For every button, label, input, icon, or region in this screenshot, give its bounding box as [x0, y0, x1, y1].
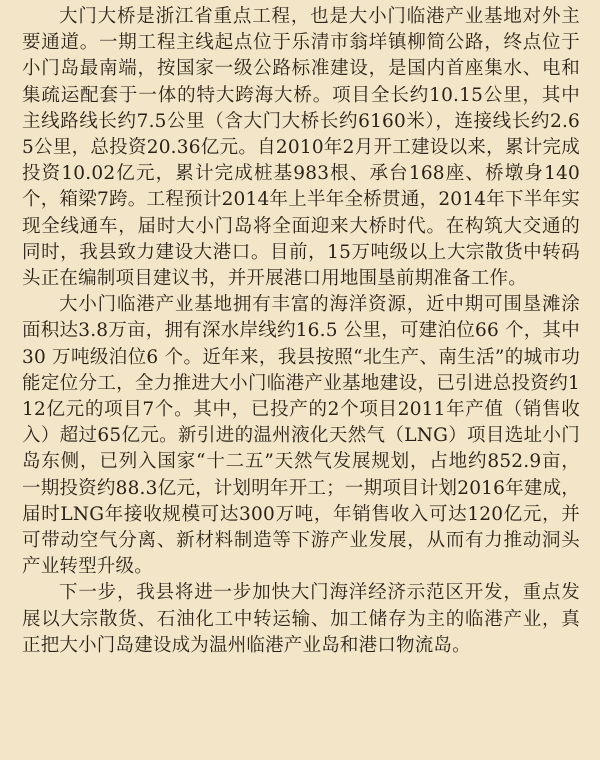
article-body	[22, 4, 580, 659]
paragraph-next-steps: 下一步，我县将进一步加快大门海洋经济示范区开发，重点发展以大宗散货、石油化工中转运输、加工储存为主的临港产业，真正把大小门岛建设成为温州临港产业岛和港口物流岛。	[22, 582, 580, 656]
paragraph-industrial-base: 大小门临港产业基地拥有丰富的海洋资源，近中期可围垦滩涂面积达3.8万亩，拥有深水岸线约16.5 公里，可建泊位66 个，其中30 万吨级泊位6 个。近年来，我县按照“北生产、南生活”的城市功能定位分工，全力推进大小门临港产业基地建设，已引进总投资约112亿元的项目7个。其中，已投产的2个项目2011年产值（销售收入）超过65亿元。新引进的温州液化天然气（LNG）项目选址小门岛东侧，已列入国家“十二五”天然气发展规划，占地约852.9亩，一期投资约88.3亿元，计划明年开工；一期项目计划2016年建成，届时LNG年接收规模可达300万吨，年销售收入可达120亿元，并可带动空气分离、新材料制造等下游产业发展，从而有力推动洞头产业转型升级。	[22, 294, 580, 578]
paragraph-bridge-project: 大门大桥是浙江省重点工程，也是大小门临港产业基地对外主要通道。一期工程主线起点位于乐清市翁垟镇柳简公路，终点位于小门岛最南端，按国家一级公路标准建设，是国内首座集水、电和集疏运配套于一体的特大跨海大桥。项目全长约10.15公里，其中主线路线长约7.5公里（含大门大桥长约6160米），连接线长约2.65公里，总投资20.36亿元。自2010年2月开工建设以来，累计完成投资10.02亿元，累计完成桩基983根、承台168座、桥墩身140个，箱梁7跨。工程预计2014年上半年全桥贯通，2014年下半年实现全线通车，届时大小门岛将全面迎来大桥时代。在构筑大交通的同时，我县致力建设大港口。目前，15万吨级以上大宗散货中转码头正在编制项目建议书，并开展港口用地围垦前期准备工作。	[22, 6, 580, 290]
